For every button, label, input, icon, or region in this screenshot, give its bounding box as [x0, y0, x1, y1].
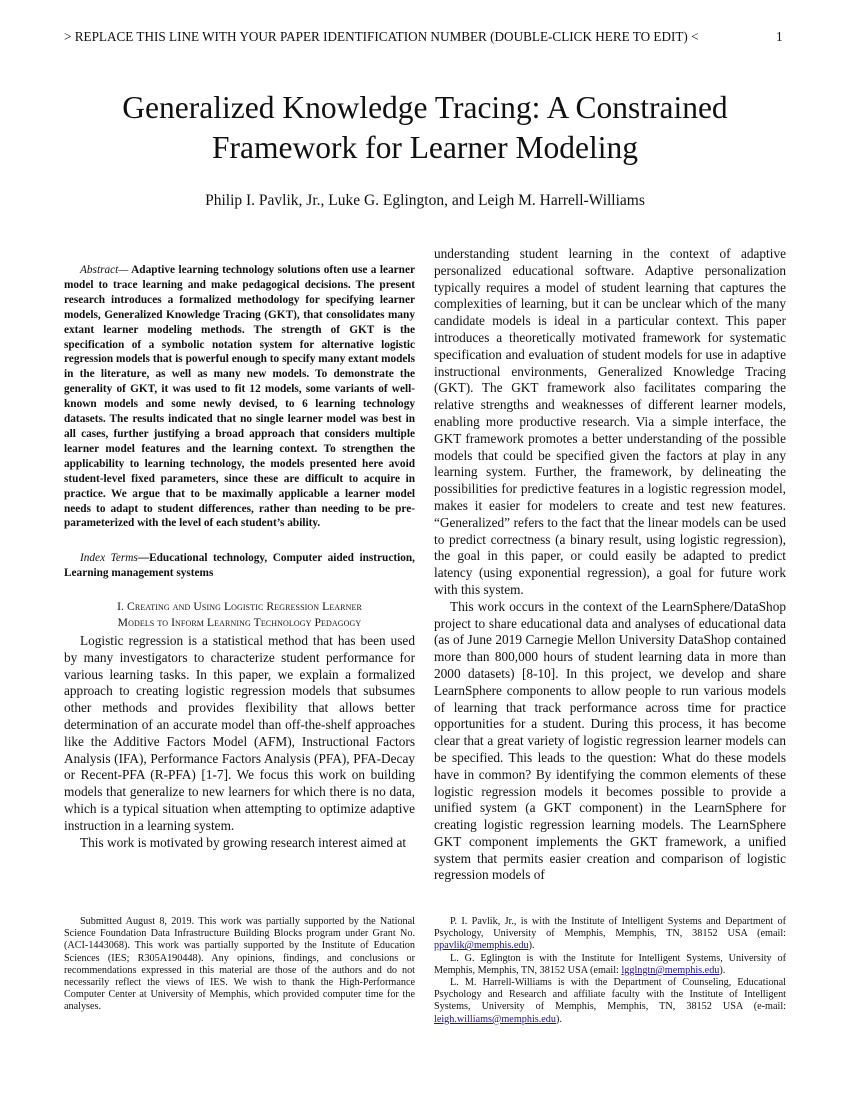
index-terms-lead: Index Terms	[80, 552, 138, 564]
index-terms	[64, 551, 415, 581]
section-heading-line-1: Creating and Using Logistic Regression Learner	[127, 600, 362, 613]
abstract-text: Adaptive learning technology solutions often use a learner model to trace learning and make pedagogical decisions. The present research introduces a formalized methodology for specifying learner models, Generalized Knowledge Tracing (GKT), that consolidates many extant learner modeling methods. The strength of GKT is the specification of a symbolic notation system for alternative logistic regression models that is powerful enough to specify many extant models in the literature, as well as many new models. To demonstrate the generality of GKT, it was used to fit 12 models, some variants of well-known models and some newly devised, to 6 learning technology datasets. The results indicated that no single learner model was best in all cases, further justifying a broad approach that considers multiple learner model features and the learning context. To strengthen the applicability to learning technology, the models presented here avoid student-level fixed parameters, since these are difficult to acquire in practice. We argue that to be maximally applicable a learner model needs to adapt to student differences, rather than needing to be pre-parameterized with the level of each student’s ability.	[64, 264, 415, 530]
email-link[interactable]: lgglngtn@memphis.edu	[621, 964, 720, 976]
paragraph: This work is motivated by growing research interest aimed at	[80, 834, 407, 850]
author-affiliations	[434, 916, 786, 1026]
right-column-body	[434, 246, 786, 884]
paragraph: Logistic regression is a statistical method that has been used by many investigators to characterize student performance for various learning tasks. In this paper, we explain a formalized approach to creating logistic regression models that subsumes other methods and provides flexibility that allows better determination of an accurate model than off-the-shelf approaches like the Additive Factors Model (AFM), Instructional Factors Analysis (IFA), Performance Factors Analysis (PFA), PFA-Decay or Recent-PFA (R-PFA) [1-7]. We focus this work on building models that generalize to new learners for which there is no data, which is a typical situation when attempting to optimize adaptive instruction in a learning system.	[64, 633, 415, 833]
section-heading	[64, 599, 415, 631]
email-link[interactable]: ppavlik@memphis.edu	[434, 940, 529, 952]
section-numeral: I.	[117, 600, 125, 613]
left-column-body	[64, 633, 415, 851]
paragraph: This work occurs in the context of the LearnSphere/DataShop project to share educational data and analyses of educational data (as of June 2019 Carnegie Mellon University DataShop contained more than 800,000 hours of student learning data in more than 2000 datasets) [8-10]. In this project, we develop and share LearnSphere components to allow people to run various models of learning that track performance across time for practice opportunities for a student. During this process, it has become clear that a great variety of logistic regression learner models can be specified. This leads to the question: What do these models have in common? By identifying the common elements of these logistic regression models it becomes possible to provide a unified system (a GKT component) in the LearnSphere for creating logistic regression learning models. The LearnSphere GKT component implements the GKT framework, a unified system that permits easier creation and comparison of logistic regression models of	[434, 598, 786, 883]
title-line-1: Generalized Knowledge Tracing: A Constrained	[122, 90, 728, 125]
affiliation-pavlik: P. I. Pavlik, Jr., is with the Institute of Intelligent Systems and Department of Psychology, University of Memphis, Memphis, TN, 38152 USA (email: ppavlik@memphis.edu).	[434, 916, 786, 952]
running-header: > REPLACE THIS LINE WITH YOUR PAPER IDENTIFICATION NUMBER (DOUBLE-CLICK HERE TO EDIT) <	[64, 29, 699, 44]
abstract-lead: Abstract—	[80, 264, 129, 276]
affiliation-harrell-williams: L. M. Harrell-Williams is with the Department of Counseling, Educational Psychology and Research and affiliate faculty with the Institute of Intelligent Systems, University of Memphis, Memphis, TN, 38152 USA (e-mail: leigh.williams@memphis.edu).	[434, 977, 786, 1025]
affiliation-eglington: L. G. Eglington is with the Institute for Intelligent Systems, University of Memphis, Memphis, TN, 38152 USA (email: lgglngtn@memphis.edu).	[434, 952, 786, 976]
abstract	[64, 263, 415, 531]
email-link[interactable]: leigh.williams@memphis.edu	[434, 1013, 556, 1025]
paper-title	[60, 88, 790, 168]
title-line-2: Framework for Learner Modeling	[212, 130, 638, 165]
paragraph: understanding student learning in the context of adaptive personalized educational software. Adaptive personalization typically requires a model of student learning that captures the complexities of learning, but it can be unclear which of the many candidate models is ideal in a particular context. This paper introduces a theoretically motivated framework for systematic specification and evaluation of student models for use in adaptive instructional environments, Generalized Knowledge Tracing (GKT). The GKT framework also facilitates comparing the relative strengths and weaknesses of different learner models, enabling more productive research. Via a simple interface, the GKT framework promotes a better understanding of the possible models that could be specified given the factors at play in any learning system. Further, the framework, by delineating the possibilities for predictive features in a logistic regression model, makes it easier for modelers to create and test new features. “Generalized” refers to the fact that the linear models can be used to predict correctness (a binary result, using logistic regression), the goal in this paper, or could easily be adapted to predict latency (using exponential regression), a goal for future work with this system.	[434, 246, 786, 597]
funding-footnote	[64, 916, 415, 1014]
index-terms-text: —Educational technology, Computer aided instruction, Learning management systems	[64, 552, 416, 579]
page-number: 1	[776, 29, 783, 44]
author-list: Philip I. Pavlik, Jr., Luke G. Eglington, and Leigh M. Harrell-Williams	[205, 192, 645, 209]
section-heading-line-2: Models to Inform Learning Technology Pedagogy	[117, 616, 362, 629]
footnote-text: Submitted August 8, 2019. This work was partially supported by the National Science Foundation Data Infrastructure Building Blocks program under Grant No. (ACI-1443068). This work was partially supported by the Institute of Education Sciences (IES; R305A190448). Any opinions, findings, and conclusions or recommendations expressed in this material are those of the authors and do not necessarily reflect the views of IES. We wish to thank the High-Performance Computer Center at University of Memphis, which provided computer time for the analyses.	[64, 916, 415, 1013]
